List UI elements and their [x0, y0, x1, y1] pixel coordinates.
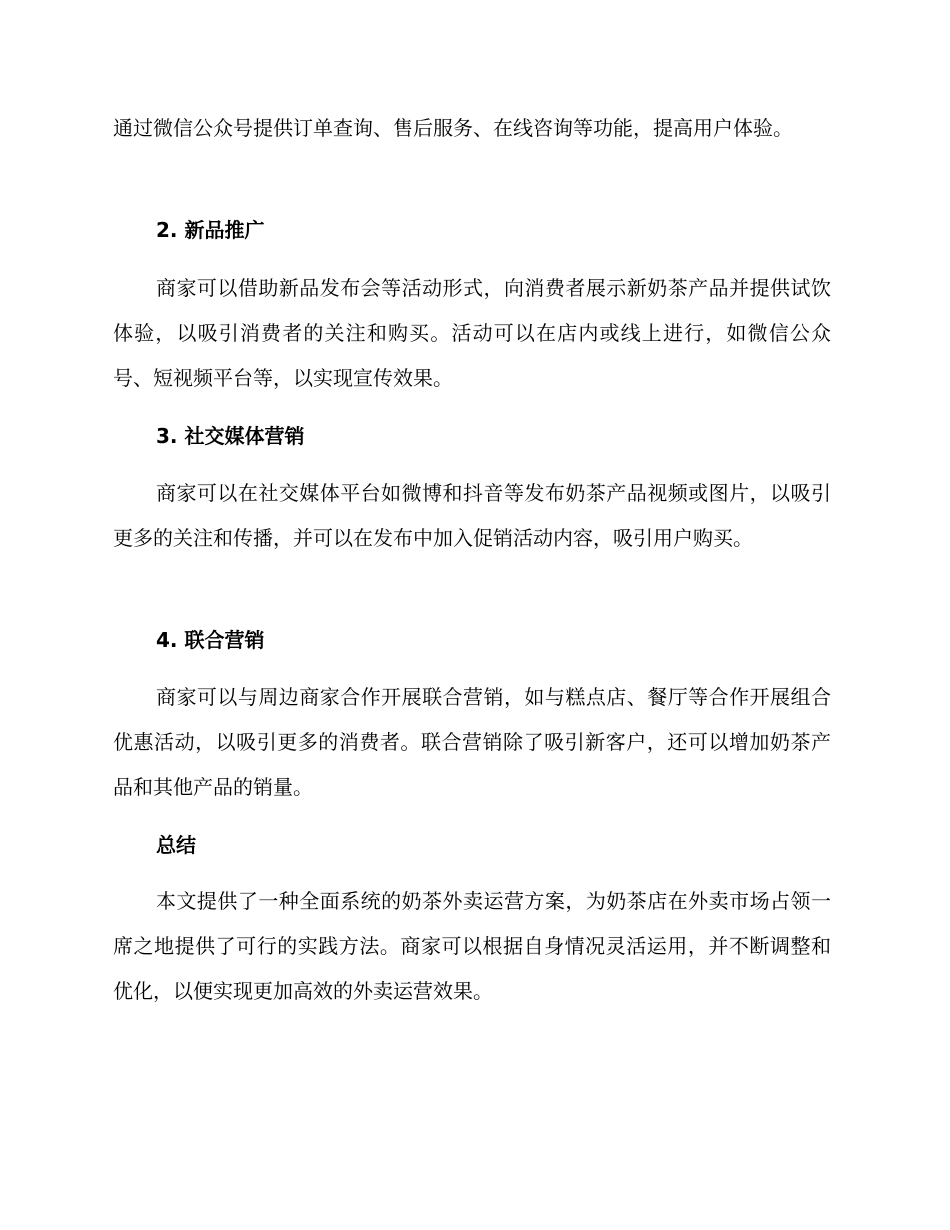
intro-paragraph: 通过微信公众号提供订单查询、售后服务、在线咨询等功能，提高用户体验。 — [113, 116, 793, 140]
section-heading-new-product: 2. 新品推广 — [156, 218, 265, 242]
section-body-summary: 本文提供了一种全面系统的奶茶外卖运营方案，为奶茶店在外卖市场占领一席之地提供了可行的实践方法。商家可以根据自身情况灵活运用，并不断调整和优化，以便实现更加高效的外卖运营效果。 — [113, 889, 831, 1003]
section-body-social-media: 商家可以在社交媒体平台如微博和抖音等发布奶茶产品视频或图片，以吸引更多的关注和传播，并可以在发布中加入促销活动内容，吸引用户购买。 — [113, 481, 831, 550]
section-body-joint-marketing: 商家可以与周边商家合作开展联合营销，如与糕点店、餐厅等合作开展组合优惠活动，以吸引更多的消费者。联合营销除了吸引新客户，还可以增加奶茶产品和其他产品的销量。 — [113, 685, 831, 799]
section-body-new-product: 商家可以借助新品发布会等活动形式，向消费者展示新奶茶产品并提供试饮体验，以吸引消费者的关注和购买。活动可以在店内或线上进行，如微信公众号、短视频平台等，以实现宣传效果。 — [113, 276, 831, 390]
section-heading-joint-marketing: 4. 联合营销 — [156, 628, 265, 652]
section-heading-summary: 总结 — [156, 833, 196, 857]
section-heading-social-media: 3. 社交媒体营销 — [156, 424, 305, 448]
